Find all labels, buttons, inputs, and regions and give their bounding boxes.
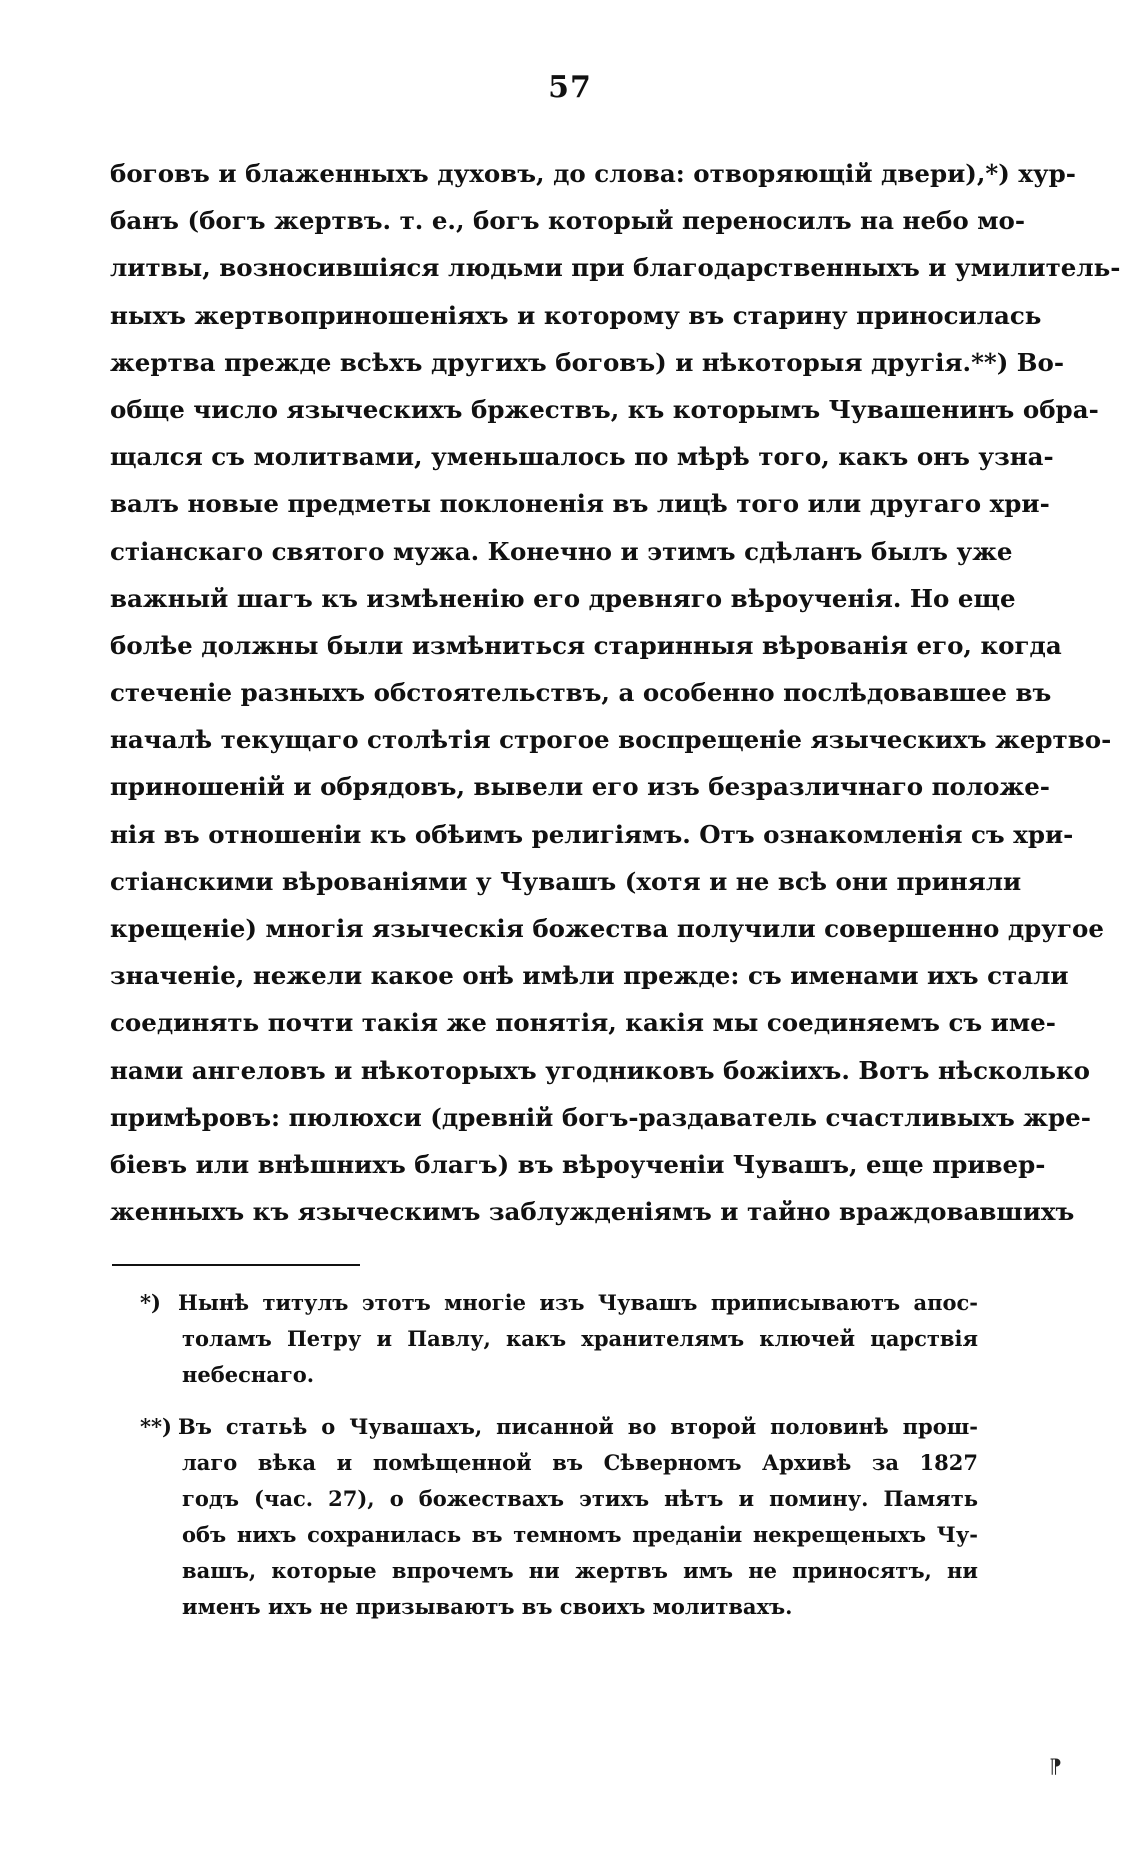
text-line: стеченіе разныхъ обстоятельствъ, а особенно послѣдовавшее въ [110, 678, 1052, 708]
footnote-text: Въ статьѣ о Чувашахъ, писанной во второй половинѣ прош- [178, 1414, 978, 1439]
text-line: женныхъ къ языческимъ заблужденіямъ и тайно враждовавшихъ [110, 1197, 1075, 1227]
footnote-line [140, 1409, 978, 1445]
text-line: валъ новые предметы поклоненія въ лицѣ того или другаго хри- [110, 489, 1050, 519]
page-number: 57 [548, 70, 592, 105]
footnote-divider [112, 1264, 360, 1266]
text-line: стіанскими вѣрованіями у Чувашъ (хотя и не всѣ они приняли [110, 866, 1022, 896]
text-line: банъ (богъ жертвъ. т. е., богъ который переносилъ на небо мо- [110, 206, 1026, 236]
text-line: болѣе должны были измѣниться старинныя вѣрованія его, когда [110, 630, 1062, 660]
main-text-body [110, 150, 1121, 1235]
text-line: обще число языческихъ бржествъ, къ которымъ Чувашенинъ обра- [110, 394, 1099, 424]
text-line: крещеніе) многія языческія божества получили совершенно другое [110, 914, 1104, 943]
text-line: нія въ отношеніи къ обѣимъ религіямъ. Отъ ознакомленія съ хри- [110, 819, 1074, 849]
text-line: біевъ или внѣшнихъ благъ) въ вѣроученіи Чувашъ, еще привер- [110, 1149, 1046, 1179]
text-line: примѣровъ: пюлюхси (древній богъ-раздаватель счастливыхъ жре- [110, 1102, 1091, 1132]
footnote-line: годъ (час. 27), о божествахъ этихъ нѣтъ и помину. Память [182, 1486, 978, 1511]
text-line: значеніе, нежели какое онѣ имѣли прежде: съ именами ихъ стали [110, 961, 1069, 991]
text-line: литвы, возносившіяся людьми при благодарственныхъ и умилитель- [110, 253, 1121, 283]
footnote-line: лаго вѣка и помѣщенной въ Сѣверномъ Архивѣ за 1827 [182, 1450, 978, 1475]
text-line: важный шагъ къ измѣненію его древняго вѣроученія. Но еще [110, 583, 1016, 613]
footnote-line: объ нихъ сохранилась въ темномъ преданіи некрещеныхъ Чу- [182, 1522, 978, 1547]
text-line: нами ангеловъ и нѣкоторыхъ угодниковъ божіихъ. Вотъ нѣсколько [110, 1055, 1091, 1085]
text-line: стіанскаго святого мужа. Конечно и этимъ сдѣланъ былъ уже [110, 536, 1013, 566]
text-line: началѣ текущаго столѣтія строгое воспрещеніе языческихъ жертво- [110, 725, 1112, 755]
scan-mark-icon: ⁋ [1049, 1754, 1062, 1778]
footnote-line: небеснаго. [182, 1362, 315, 1387]
text-line: соединять почти такія же понятія, какія мы соединяемъ съ име- [110, 1008, 1056, 1038]
footnote-line: толамъ Петру и Павлу, какъ хранителямъ ключей царствія [182, 1326, 978, 1351]
footnote-1 [140, 1285, 978, 1393]
footnote-text: Нынѣ титулъ этотъ многіе изъ Чувашъ приписываютъ апос- [178, 1290, 978, 1315]
text-line: жертва прежде всѣхъ другихъ боговъ) и нѣкоторыя другія.**) Во- [110, 347, 1065, 377]
text-line: ныхъ жертвоприношеніяхъ и которому въ старину приносилась [110, 300, 1042, 330]
footnote-line: вашъ, которые впрочемъ ни жертвъ имъ не приносятъ, ни [182, 1558, 978, 1583]
text-line: щался съ молитвами, уменьшалось по мѣрѣ того, какъ онъ узна- [110, 442, 1054, 472]
footnote-2 [140, 1409, 978, 1625]
text-line: приношеній и обрядовъ, вывели его изъ безразличнаго положе- [110, 772, 1050, 802]
footnotes-section [140, 1285, 978, 1641]
footnote-marker: *) [140, 1290, 161, 1315]
footnote-marker: **) [140, 1414, 172, 1439]
footnote-line [140, 1285, 978, 1321]
text-line: боговъ и блаженныхъ духовъ, до слова: отворяющій двери),*) хур- [110, 159, 1076, 188]
footnote-line: именъ ихъ не призываютъ въ своихъ молитвахъ. [182, 1594, 793, 1619]
